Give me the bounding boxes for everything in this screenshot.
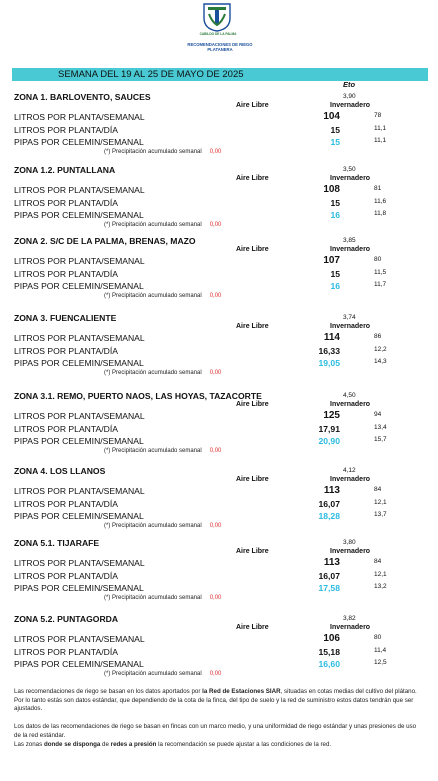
row-litros-semanal: LITROS POR PLANTA/SEMANAL 104 78 [14, 111, 382, 122]
invernadero-pipas: 11,8 [374, 210, 387, 217]
week-banner: SEMANA DEL 19 AL 25 DE MAYO DE 2025 [12, 68, 428, 81]
row-litros-dia: LITROS POR PLANTA/DÍA 16,33 12,2 [14, 346, 387, 356]
aire-libre-pipas: 16 [330, 210, 340, 220]
precipitation-note: (*) Precipitación acumulado semanal 0,00 [104, 523, 222, 529]
aire-libre-semanal: 104 [323, 111, 340, 122]
zone-eto: 4,12 [343, 467, 356, 474]
zone-block [0, 538, 438, 610]
aire-libre-header: Aire Libre [236, 476, 269, 483]
zone-eto: 3,85 [343, 237, 356, 244]
row-litros-dia: LITROS POR PLANTA/DÍA 16,07 12,1 [14, 571, 387, 581]
aire-libre-dia: 17,91 [318, 424, 340, 434]
invernadero-dia: 13,4 [374, 424, 387, 431]
invernadero-pipas: 13,7 [374, 511, 387, 518]
invernadero-header: Invernadero [330, 323, 371, 330]
invernadero-semanal: 81 [374, 185, 382, 192]
invernadero-semanal: 84 [374, 558, 382, 565]
aire-libre-semanal: 125 [323, 410, 340, 421]
zone-name: ZONA 1. BARLOVENTO, SAUCES [14, 92, 151, 102]
precipitation-note: (*) Precipitación acumulado semanal 0,00 [104, 448, 222, 454]
aire-libre-dia: 16,33 [318, 346, 340, 356]
aire-libre-header: Aire Libre [236, 102, 269, 109]
row-litros-semanal: LITROS POR PLANTA/SEMANAL 114 86 [14, 332, 382, 343]
invernadero-header: Invernadero [330, 624, 371, 631]
row-pipas-celemin: PIPAS POR CELEMIN/SEMANAL 20,90 15,7 [14, 436, 387, 446]
aire-libre-dia: 15 [330, 198, 340, 208]
row-pipas-celemin: PIPAS POR CELEMIN/SEMANAL 15 11,1 [14, 137, 387, 147]
aire-libre-pipas: 17,58 [318, 583, 340, 593]
zone-name: ZONA 2. S/C DE LA PALMA, BRENAS, MAZO [14, 236, 196, 246]
invernadero-pipas: 11,7 [374, 281, 387, 288]
precipitation-note: (*) Precipitación acumulado semanal 0,00 [104, 595, 222, 601]
precipitation-value: 0,00 [209, 595, 222, 601]
precipitation-note: (*) Precipitación acumulado semanal 0,00 [104, 222, 222, 228]
zone-block [0, 165, 438, 237]
aire-libre-header: Aire Libre [236, 323, 269, 330]
zone-eto: 3,74 [343, 314, 356, 321]
invernadero-dia: 11,1 [374, 125, 387, 132]
row-litros-semanal: LITROS POR PLANTA/SEMANAL 113 84 [14, 557, 382, 568]
row-litros-dia: LITROS POR PLANTA/DÍA 15,18 11,4 [14, 647, 387, 657]
row-litros-dia: LITROS POR PLANTA/DÍA 15 11,5 [14, 269, 387, 279]
row-litros-dia: LITROS POR PLANTA/DÍA 15 11,1 [14, 125, 387, 135]
invernadero-semanal: 80 [374, 634, 382, 641]
row-pipas-celemin: PIPAS POR CELEMIN/SEMANAL 16 11,7 [14, 281, 387, 291]
row-litros-semanal: LITROS POR PLANTA/SEMANAL 106 80 [14, 633, 382, 644]
invernadero-dia: 11,6 [374, 198, 387, 205]
footer-note-2: Los datos de las recomendaciones de riego se basan en fincas con un marco medio, y una uniformidad de riego estándar y unas presiones de uso de la red estándar. [14, 723, 417, 739]
invernadero-header: Invernadero [330, 548, 371, 555]
aire-libre-dia: 16,07 [318, 571, 340, 581]
invernadero-semanal: 80 [374, 256, 382, 263]
invernadero-header: Invernadero [330, 401, 371, 408]
precipitation-value: 0,00 [209, 149, 222, 155]
invernadero-semanal: 78 [374, 112, 382, 119]
zone-block [0, 614, 438, 686]
row-litros-semanal: LITROS POR PLANTA/SEMANAL 108 81 [14, 184, 382, 195]
aire-libre-pipas: 20,90 [318, 436, 340, 446]
aire-libre-semanal: 106 [323, 633, 340, 644]
zone-block [0, 236, 438, 308]
invernadero-dia: 12,1 [374, 571, 387, 578]
aire-libre-pipas: 16 [330, 281, 340, 291]
zone-eto: 3,80 [343, 539, 356, 546]
footer-note-3: Las zonas donde se disponga de redes a presión la recomendación se puede ajustar a las condiciones de la red. [14, 741, 332, 748]
invernadero-pipas: 12,5 [374, 659, 387, 666]
invernadero-dia: 12,1 [374, 499, 387, 506]
aire-libre-semanal: 113 [323, 557, 340, 568]
invernadero-header: Invernadero [330, 102, 371, 109]
precipitation-value: 0,00 [209, 523, 222, 529]
zone-eto: 4,50 [343, 392, 356, 399]
invernadero-pipas: 14,3 [374, 358, 387, 365]
logo-text: CABILDO DE LA PALMA [199, 32, 237, 36]
logo-subtitle: RECOMENDACIONES DE RIEGO PLATANERA [187, 42, 253, 52]
aire-libre-dia: 15 [330, 269, 340, 279]
aire-libre-semanal: 114 [323, 332, 340, 343]
footer-note-1: Las recomendaciones de riego se basan en los datos aportados por la Red de Estaciones SIAR, situadas en cotas medias del cultivo del plátano. Por lo tanto estás son datos estándar, que dependiendo de la cota de la finca, del tipo de suelo y la red de suministro estos datos tendrán que ser ajustados. [14, 688, 417, 713]
row-pipas-celemin: PIPAS POR CELEMIN/SEMANAL 17,58 13,2 [14, 583, 387, 593]
precipitation-note: (*) Precipitación acumulado semanal 0,00 [104, 671, 222, 677]
aire-libre-semanal: 108 [323, 184, 340, 195]
invernadero-dia: 11,5 [374, 269, 387, 276]
row-litros-dia: LITROS POR PLANTA/DÍA 17,91 13,4 [14, 424, 387, 434]
invernadero-pipas: 15,7 [374, 436, 387, 443]
aire-libre-pipas: 18,28 [318, 511, 340, 521]
aire-libre-header: Aire Libre [236, 624, 269, 631]
aire-libre-pipas: 16,60 [318, 659, 340, 669]
row-litros-semanal: LITROS POR PLANTA/SEMANAL 113 84 [14, 485, 382, 496]
aire-libre-semanal: 107 [323, 255, 340, 266]
invernadero-dia: 11,4 [374, 647, 387, 654]
zone-name: ZONA 3.1. REMO, PUERTO NAOS, LAS HOYAS, TAZACORTE [14, 391, 262, 401]
invernadero-semanal: 94 [374, 411, 382, 418]
aire-libre-dia: 16,07 [318, 499, 340, 509]
row-pipas-celemin: PIPAS POR CELEMIN/SEMANAL 19,05 14,3 [14, 358, 387, 368]
zone-block [0, 391, 438, 463]
precipitation-value: 0,00 [209, 293, 222, 299]
aire-libre-dia: 15 [330, 125, 340, 135]
zone-name: ZONA 3. FUENCALIENTE [14, 313, 117, 323]
zone-block [0, 313, 438, 385]
zone-block [0, 92, 438, 164]
row-litros-semanal: LITROS POR PLANTA/SEMANAL 107 80 [14, 255, 382, 266]
zone-eto: 3,50 [343, 166, 356, 173]
row-litros-dia: LITROS POR PLANTA/DÍA 15 11,6 [14, 198, 387, 208]
invernadero-header: Invernadero [330, 175, 371, 182]
precipitation-value: 0,00 [209, 671, 222, 677]
row-litros-dia: LITROS POR PLANTA/DÍA 16,07 12,1 [14, 499, 387, 509]
row-litros-semanal: LITROS POR PLANTA/SEMANAL 125 94 [14, 410, 382, 421]
zone-block [0, 466, 438, 538]
zone-name: ZONA 5.2. PUNTAGORDA [14, 614, 119, 624]
precipitation-value: 0,00 [209, 448, 222, 454]
row-pipas-celemin: PIPAS POR CELEMIN/SEMANAL 18,28 13,7 [14, 511, 387, 521]
aire-libre-pipas: 19,05 [318, 358, 340, 368]
aire-libre-dia: 15,18 [318, 647, 340, 657]
invernadero-semanal: 84 [374, 486, 382, 493]
zone-eto: 3,82 [343, 615, 356, 622]
row-pipas-celemin: PIPAS POR CELEMIN/SEMANAL 16,60 12,5 [14, 659, 387, 669]
invernadero-pipas: 13,2 [374, 583, 387, 590]
cabildo-logo-icon [200, 2, 234, 32]
precipitation-value: 0,00 [209, 222, 222, 228]
eto-header: Eto [343, 80, 356, 89]
zone-eto: 3,90 [343, 93, 356, 100]
invernadero-pipas: 11,1 [374, 137, 387, 144]
zone-name: ZONA 1.2. PUNTALLANA [14, 165, 116, 175]
aire-libre-header: Aire Libre [236, 401, 269, 408]
invernadero-semanal: 86 [374, 333, 382, 340]
row-pipas-celemin: PIPAS POR CELEMIN/SEMANAL 16 11,8 [14, 210, 387, 220]
aire-libre-pipas: 15 [330, 137, 340, 147]
aire-libre-header: Aire Libre [236, 246, 269, 253]
invernadero-header: Invernadero [330, 246, 371, 253]
invernadero-header: Invernadero [330, 476, 371, 483]
aire-libre-header: Aire Libre [236, 548, 269, 555]
invernadero-dia: 12,2 [374, 346, 387, 353]
zone-name: ZONA 5.1. TIJARAFE [14, 538, 100, 548]
aire-libre-semanal: 113 [323, 485, 340, 496]
zone-name: ZONA 4. LOS LLANOS [14, 466, 106, 476]
precipitation-note: (*) Precipitación acumulado semanal 0,00 [104, 293, 222, 299]
precipitation-value: 0,00 [209, 370, 222, 376]
precipitation-note: (*) Precipitación acumulado semanal 0,00 [104, 149, 222, 155]
precipitation-note: (*) Precipitación acumulado semanal 0,00 [104, 370, 222, 376]
aire-libre-header: Aire Libre [236, 175, 269, 182]
